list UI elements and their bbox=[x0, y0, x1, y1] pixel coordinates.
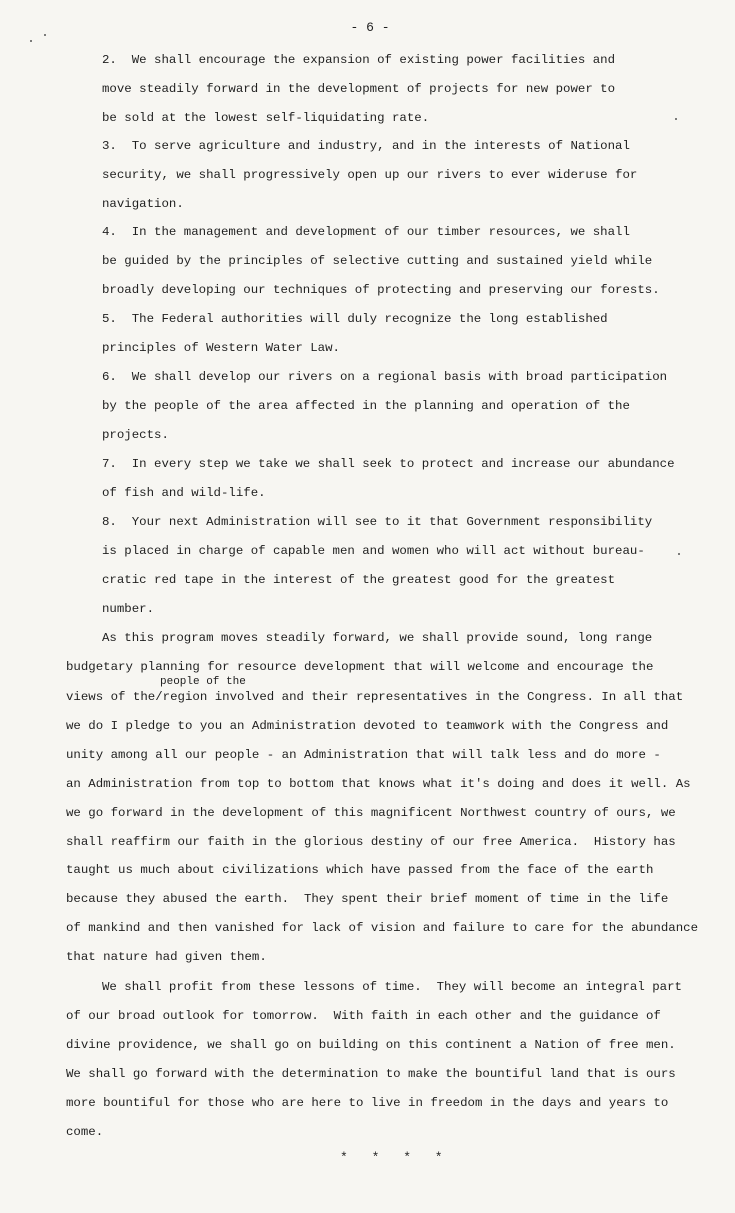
para1-line-3: views of the/region involved and their representatives in the Congress. In all that bbox=[66, 690, 684, 704]
para1-line-7: we go forward in the development of this magnificent Northwest country of ours, we bbox=[66, 806, 676, 820]
item-7-line-1: 7. In every step we take we shall seek to protect and increase our abundance bbox=[102, 457, 675, 471]
page-number: - 6 - bbox=[350, 20, 390, 35]
para1-line-1: As this program moves steadily forward, we shall provide sound, long range bbox=[102, 631, 653, 645]
para1-line-8: shall reaffirm our faith in the glorious destiny of our free America. History has bbox=[66, 835, 676, 849]
para2-line-6: come. bbox=[66, 1125, 104, 1139]
item-6-line-1: 6. We shall develop our rivers on a regional basis with broad participation bbox=[102, 370, 668, 384]
para1-line-5: unity among all our people - an Administration that will talk less and do more - bbox=[66, 748, 661, 762]
scan-speck bbox=[30, 40, 32, 42]
para2-line-2: of our broad outlook for tomorrow. With faith in each other and the guidance of bbox=[66, 1009, 661, 1023]
scan-speck bbox=[678, 553, 680, 555]
para1-line-6: an Administration from top to bottom that knows what it's doing and does it well. As bbox=[66, 777, 691, 791]
para2-line-4: We shall go forward with the determination to make the bountiful land that is ours bbox=[66, 1067, 676, 1081]
item-4-line-1: 4. In the management and development of our timber resources, we shall bbox=[102, 225, 630, 239]
item-2-line-2: move steadily forward in the development of projects for new power to bbox=[102, 82, 616, 96]
item-3-line-2: security, we shall progressively open up our rivers to ever wideruse for bbox=[102, 168, 638, 182]
item-8-line-4: number. bbox=[102, 602, 155, 616]
para1-line-4: we do I pledge to you an Administration devoted to teamwork with the Congress and bbox=[66, 719, 669, 733]
scan-speck bbox=[44, 34, 46, 36]
item-6-line-2: by the people of the area affected in the planning and operation of the bbox=[102, 399, 630, 413]
para1-line-10: because they abused the earth. They spent their brief moment of time in the life bbox=[66, 892, 669, 906]
para2-line-5: more bountiful for those who are here to live in freedom in the days and years to bbox=[66, 1096, 669, 1110]
item-4-line-3: broadly developing our techniques of protecting and preserving our forests. bbox=[102, 283, 660, 297]
para2-line-3: divine providence, we shall go on building on this continent a Nation of free men. bbox=[66, 1038, 676, 1052]
item-5-line-1: 5. The Federal authorities will duly recognize the long established bbox=[102, 312, 608, 326]
para1-line-11: of mankind and then vanished for lack of vision and failure to care for the abundance bbox=[66, 921, 699, 935]
scan-speck bbox=[675, 118, 677, 120]
item-3-line-1: 3. To serve agriculture and industry, and in the interests of National bbox=[102, 139, 630, 153]
item-4-line-2: be guided by the principles of selective cutting and sustained yield while bbox=[102, 254, 653, 268]
para1-line-12: that nature had given them. bbox=[66, 950, 267, 964]
item-8-line-2: is placed in charge of capable men and women who will act without bureau- bbox=[102, 544, 645, 558]
end-mark: * * * * bbox=[340, 1150, 451, 1165]
item-2-line-1: 2. We shall encourage the expansion of existing power facilities and bbox=[102, 53, 616, 67]
item-7-line-2: of fish and wild-life. bbox=[102, 486, 266, 500]
item-8-line-1: 8. Your next Administration will see to it that Government responsibility bbox=[102, 515, 653, 529]
para2-line-1: We shall profit from these lessons of time. They will become an integral part bbox=[102, 980, 682, 994]
item-3-line-3: navigation. bbox=[102, 197, 184, 211]
item-2-line-3: be sold at the lowest self-liquidating rate. bbox=[102, 111, 430, 125]
item-6-line-3: projects. bbox=[102, 428, 169, 442]
item-5-line-2: principles of Western Water Law. bbox=[102, 341, 340, 355]
handwritten-insertion: people of the bbox=[160, 676, 246, 688]
para1-line-2: budgetary planning for resource development that will welcome and encourage the bbox=[66, 660, 654, 674]
para1-line-9: taught us much about civilizations which have passed from the face of the earth bbox=[66, 863, 654, 877]
item-8-line-3: cratic red tape in the interest of the greatest good for the greatest bbox=[102, 573, 616, 587]
